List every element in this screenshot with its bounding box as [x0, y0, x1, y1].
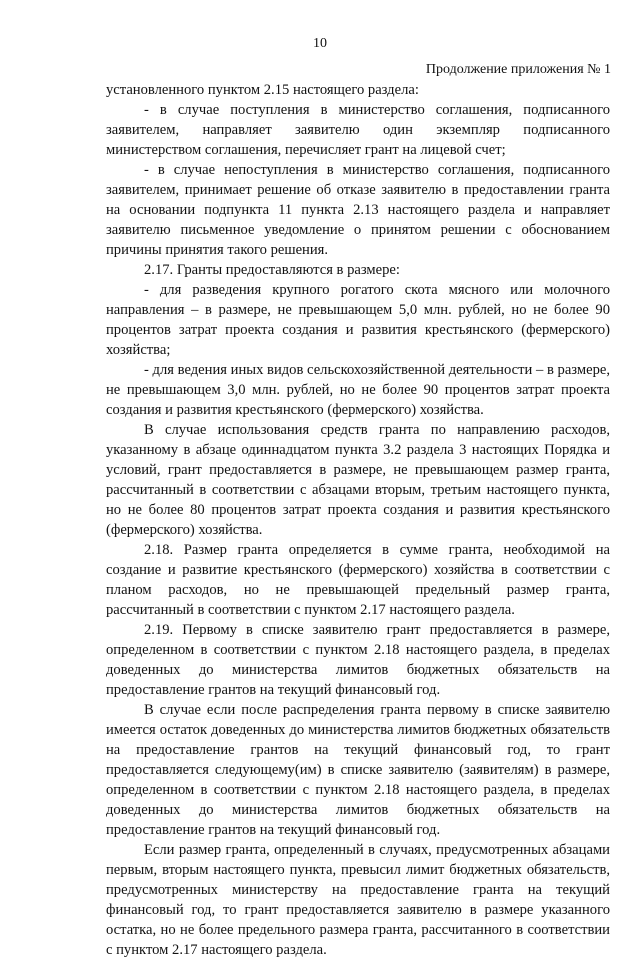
paragraph-2-18: 2.18. Размер гранта определяется в сумме гранта, необходимой на создание и развитие крестьянского (фермерского) хозяйства в соответствии с планом расходов, но не превышающей предельный размер гранта, рассчитанный в соответствии с пунктом 2.17 настоящего раздела.: [106, 542, 610, 618]
paragraph-2-19: 2.19. Первому в списке заявителю грант предоставляется в размере, определенном в соответствии с пунктом 2.18 настоящего раздела, в пределах доведенных до министерства лимитов бюджетных обязательств на предоставление грантов на текущий финансовый год.: [106, 622, 610, 698]
appendix-continuation-note: Продолжение приложения № 1: [425, 62, 611, 77]
paragraph-bullet-other-activities: - для ведения иных видов сельскохозяйственной деятельности – в размере, не превышающем 3,0 млн. рублей, но не более 90 процентов затрат проекта создания и развития крестьянского (фермерского) хозяйства.: [106, 362, 610, 418]
paragraph-expense-direction: В случае использования средств гранта по направлению расходов, указанному в абзаце одиннадцатом пункта 3.2 раздела 3 настоящих Порядка и условий, грант предоставляется в размере, не превышающем размер гранта, рассчитанный в соответствии с абзацами вторым, третьим настоящего пункта, но не более 80 процентов затрат проекта создания и развития крестьянского (фермерского) хозяйства.: [106, 422, 610, 538]
document-body: [106, 80, 610, 960]
paragraph-continuation: установленного пунктом 2.15 настоящего раздела:: [106, 82, 419, 98]
paragraph-bullet-agreement-received: - в случае поступления в министерство соглашения, подписанного заявителем, направляет заявителю один экземпляр подписанного министерством соглашения, перечисляет грант на лицевой счет;: [106, 102, 610, 158]
paragraph-limit-exceeded: Если размер гранта, определенный в случаях, предусмотренных абзацами первым, вторым настоящего пункта, превысил лимит бюджетных обязательств, предусмотренных министерству на предоставление гранта на текущий финансовый год, то грант предоставляется заявителю в размере указанного остатка, но не более предельного размера гранта, рассчитанного в соответствии с пунктом 2.17 настоящего раздела.: [106, 842, 610, 958]
paragraph-bullet-cattle: - для разведения крупного рогатого скота мясного или молочного направления – в размере, не превышающем 5,0 млн. рублей, но не более 90 процентов затрат проекта создания и развития крестьянского (фермерского) хозяйства;: [106, 282, 610, 358]
paragraph-2-17: 2.17. Гранты предоставляются в размере:: [144, 262, 400, 278]
paragraph-remaining-balance: В случае если после распределения гранта первому в списке заявителю имеется остаток доведенных до министерства лимитов бюджетных обязательств на предоставление грантов на текущий финансовый год, то грант предоставляется следующему(им) в списке заявителю (заявителям) в размере, определенном в соответствии с пунктом 2.18 настоящего раздела, в пределах доведенных до министерства лимитов бюджетных обязательств на предоставление грантов на текущий финансовый год.: [106, 702, 610, 838]
paragraph-bullet-agreement-not-received: - в случае непоступления в министерство соглашения, подписанного заявителем, принимает решение об отказе заявителю в предоставлении гранта на основании подпункта 11 пункта 2.13 настоящего раздела и направляет заявителю письменное уведомление о принятом решении с обоснованием причины принятия такого решения.: [106, 162, 610, 258]
page-number: 10: [313, 36, 327, 51]
